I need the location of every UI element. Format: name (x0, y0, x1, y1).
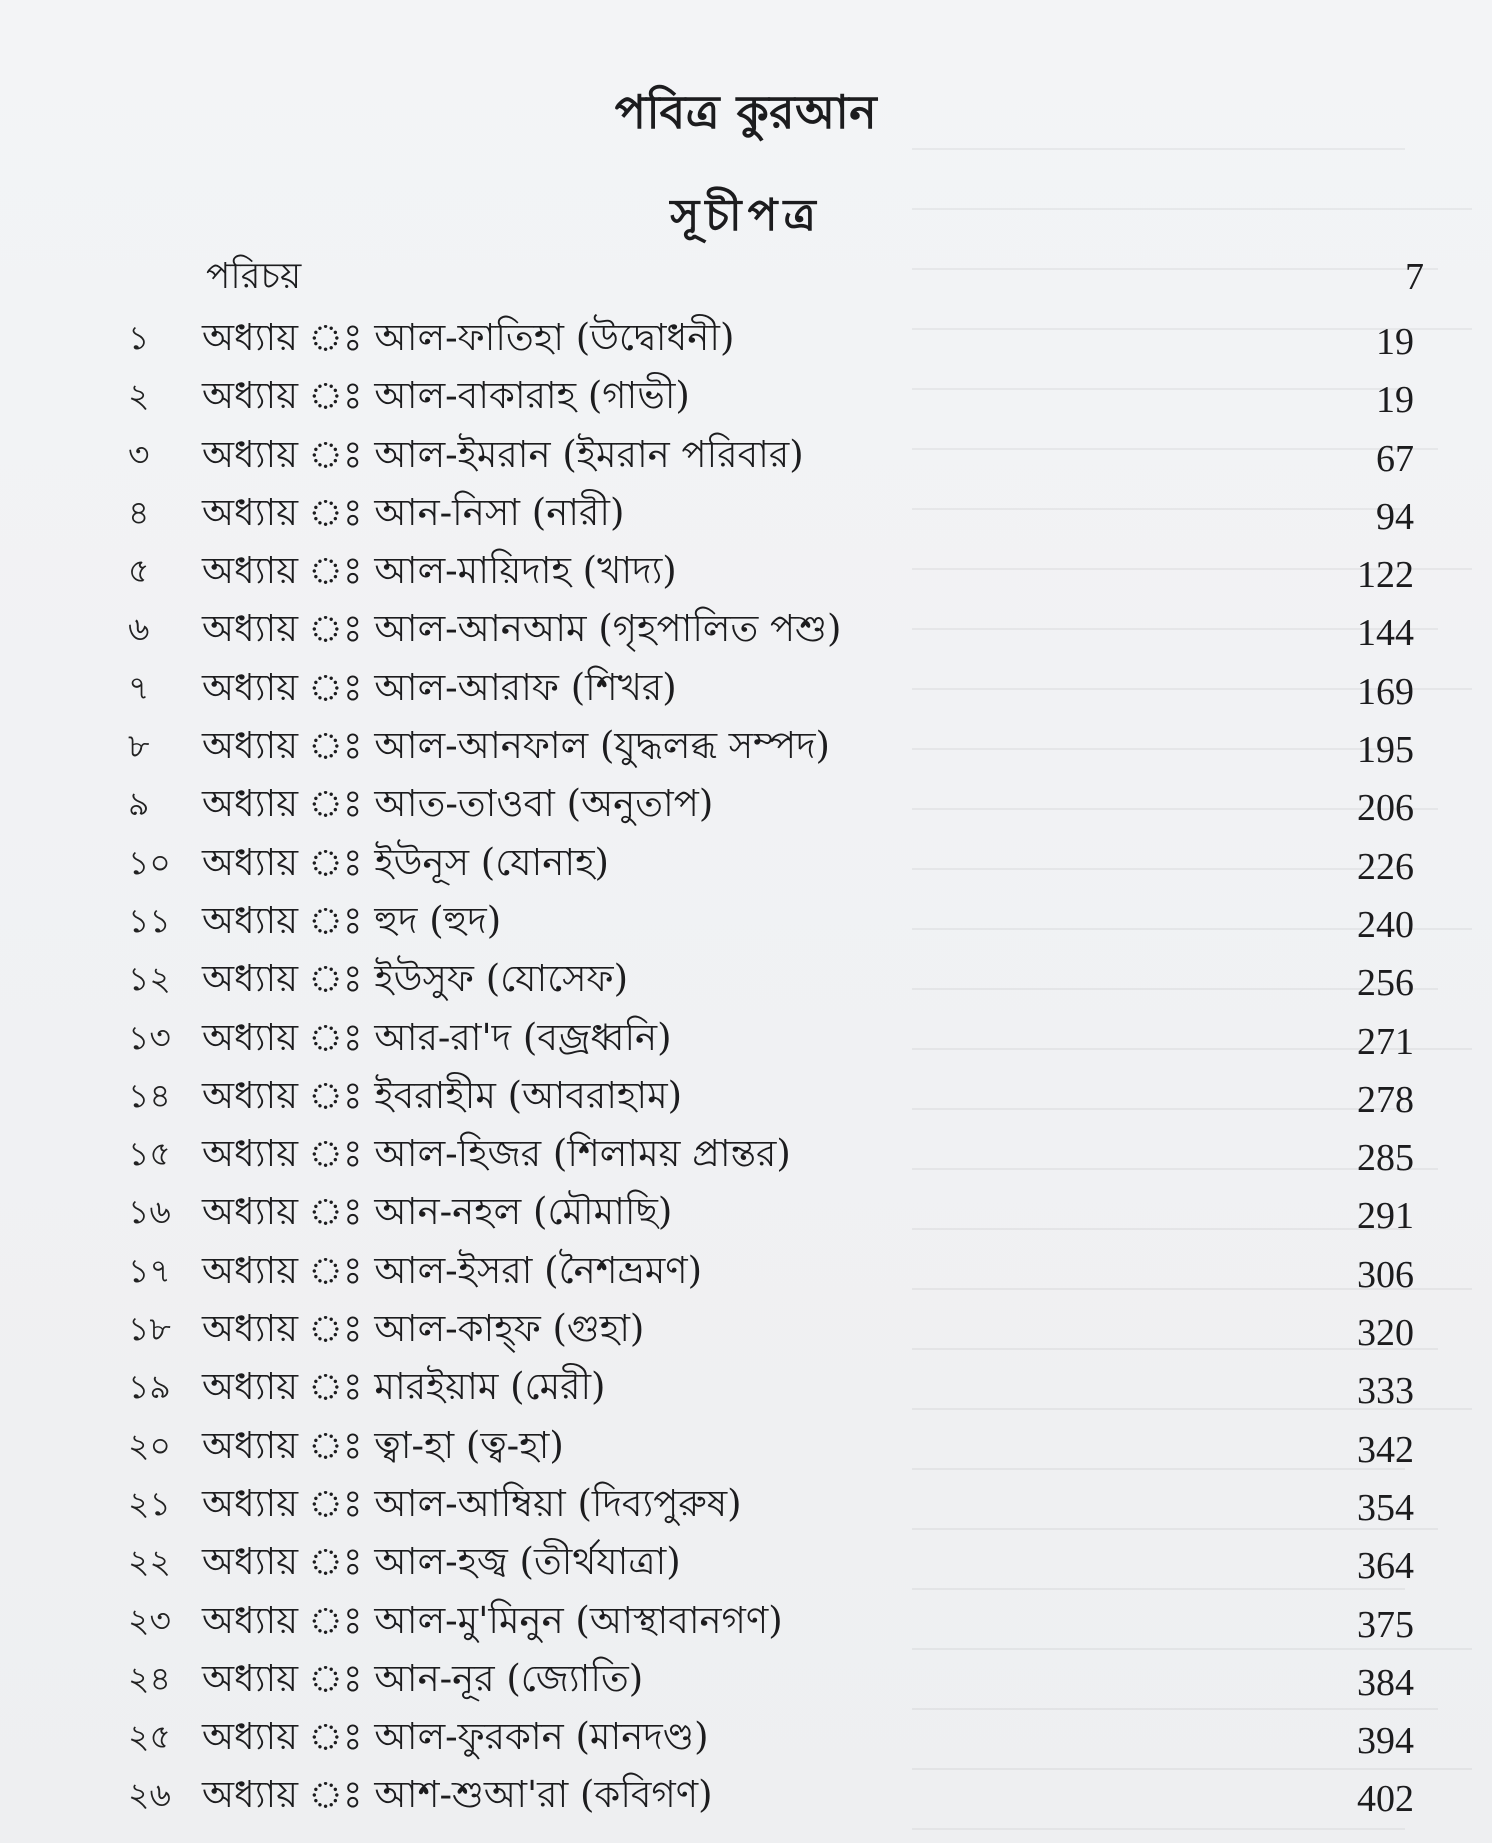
toc-entry[interactable] (0, 1357, 1492, 1415)
toc-entry[interactable] (0, 541, 1492, 599)
page-number: 278 (1357, 1078, 1414, 1121)
chapter-number: ১৩ (128, 1017, 171, 1057)
chapter-number: ২১ (128, 1483, 171, 1523)
chapter-number: ৫ (128, 551, 150, 591)
chapter-title: অধ্যায় ঃ মারইয়াম (মেরী) (202, 1365, 606, 1409)
page-number: 19 (1376, 379, 1414, 422)
toc-entry[interactable] (0, 1008, 1492, 1066)
chapter-title: অধ্যায় ঃ ত্বা-হা (ত্ব-হা) (202, 1423, 564, 1467)
page-number: 291 (1357, 1195, 1414, 1238)
chapter-title: অধ্যায় ঃ আল-আরাফ (শিখর) (202, 665, 677, 709)
chapter-number: ১০ (128, 842, 171, 882)
chapter-title: অধ্যায় ঃ আর-রা'দ (বজ্রধ্বনি) (202, 1015, 672, 1059)
chapter-title: অধ্যায় ঃ আল-কাহ্ফ (গুহা) (202, 1307, 645, 1351)
toc-entry[interactable] (0, 1416, 1492, 1474)
chapter-number: ৮ (128, 726, 150, 766)
page-number: 354 (1357, 1486, 1414, 1529)
page-number: 271 (1357, 1020, 1414, 1063)
chapter-title: অধ্যায় ঃ ইউসুফ (যোসেফ) (202, 957, 629, 1001)
chapter-title: অধ্যায় ঃ আল-হিজর (শিলাময় প্রান্তর) (202, 1132, 791, 1176)
chapter-number: ২০ (128, 1425, 171, 1465)
page-number: 333 (1357, 1370, 1414, 1413)
page-number: 206 (1357, 787, 1414, 830)
page-number: 94 (1376, 495, 1414, 538)
chapter-number: ৬ (128, 609, 150, 649)
page-number: 285 (1357, 1137, 1414, 1180)
page-number: 195 (1357, 729, 1414, 772)
page-number: 256 (1357, 962, 1414, 1005)
toc-entry[interactable] (0, 599, 1492, 657)
toc-entry[interactable] (0, 716, 1492, 774)
chapter-title: অধ্যায় ঃ আল-আম্বিয়া (দিব্যপুরুষ) (202, 1481, 742, 1525)
chapter-title: অধ্যায় ঃ আল-মু'মিনুন (আস্থাবানগণ) (202, 1598, 783, 1642)
chapter-title: অধ্যায় ঃ ইউনূস (যোনাহ) (202, 840, 609, 884)
chapter-title: অধ্যায় ঃ আল-বাকারাহ (গাভী) (202, 374, 690, 418)
chapter-number: ৪ (128, 492, 150, 532)
chapter-title: অধ্যায় ঃ আল-আনআম (গৃহপালিত পশু) (202, 607, 842, 651)
page-number: 19 (1376, 321, 1414, 363)
chapter-number: ১২ (128, 959, 171, 999)
page-number: 320 (1357, 1312, 1414, 1355)
page-number: 226 (1357, 845, 1414, 888)
chapter-title: অধ্যায় ঃ আল-হজ্ব (তীর্থযাত্রা) (202, 1540, 681, 1584)
chapter-title: অধ্যায় ঃ আল-ইসরা (নৈশভ্রমণ) (202, 1248, 703, 1292)
page-number: 67 (1376, 437, 1414, 480)
toc-entry[interactable] (0, 425, 1492, 483)
page-number: 169 (1357, 670, 1414, 713)
page-number: 144 (1357, 612, 1414, 655)
toc-entry[interactable] (0, 1182, 1492, 1240)
toc-entry[interactable] (0, 1066, 1492, 1124)
page-number: 394 (1357, 1720, 1414, 1763)
chapter-number: ৯ (128, 784, 150, 824)
toc-entry[interactable] (0, 366, 1492, 424)
chapter-title: অধ্যায় ঃ আল-ফুরকান (মানদণ্ড) (202, 1715, 709, 1759)
book-title: পবিত্র কুরআন (614, 85, 878, 139)
page-number: 364 (1357, 1545, 1414, 1588)
toc-entry[interactable] (0, 308, 1492, 366)
toc-intro-row[interactable] (0, 245, 1492, 301)
chapter-title: অধ্যায় ঃ আন-নহল (মৌমাছি) (202, 1190, 673, 1234)
chapter-title: অধ্যায় ঃ আল-ইমরান (ইমরান পরিবার) (202, 432, 804, 476)
toc-entry[interactable] (0, 1474, 1492, 1532)
chapter-number: ১১ (128, 900, 171, 940)
page-number: 342 (1357, 1428, 1414, 1471)
toc-entry[interactable] (0, 774, 1492, 832)
page-number: 306 (1357, 1253, 1414, 1296)
toc-entry[interactable] (0, 1765, 1492, 1823)
page-number: 384 (1357, 1661, 1414, 1704)
chapter-number: ১৮ (128, 1309, 171, 1349)
chapter-title: অধ্যায় ঃ ইবরাহীম (আবরাহাম) (202, 1073, 683, 1117)
chapter-title: অধ্যায় ঃ আল-আনফাল (যুদ্ধলব্ধ সম্পদ) (202, 724, 830, 768)
toc-entry[interactable] (0, 833, 1492, 891)
chapter-number: ১৫ (128, 1134, 171, 1174)
toc-intro-page: 7 (1405, 256, 1424, 298)
toc-entry[interactable] (0, 1707, 1492, 1765)
chapter-number: ১৪ (128, 1075, 171, 1115)
toc-entry[interactable] (0, 658, 1492, 716)
chapter-title: অধ্যায় ঃ আন-নিসা (নারী) (202, 490, 625, 534)
chapter-title: অধ্যায় ঃ আত-তাওবা (অনুতাপ) (202, 782, 714, 826)
toc-entry[interactable] (0, 483, 1492, 541)
toc-entry[interactable] (0, 1241, 1492, 1299)
chapter-title: অধ্যায় ঃ আল-মায়িদাহ (খাদ্য) (202, 549, 677, 593)
chapter-number: ২৩ (128, 1600, 171, 1640)
toc-entry[interactable] (0, 1532, 1492, 1590)
chapter-number: ৩ (128, 434, 150, 474)
toc-entry[interactable] (0, 949, 1492, 1007)
chapter-number: ২ (128, 376, 150, 416)
toc-entry[interactable] (0, 1591, 1492, 1649)
page-number: 375 (1357, 1603, 1414, 1646)
toc-entry-list (0, 308, 1492, 1824)
page-number: 402 (1357, 1778, 1414, 1821)
chapter-number: ১৯ (128, 1367, 171, 1407)
chapter-number: ২৫ (128, 1717, 171, 1757)
toc-entry[interactable] (0, 1299, 1492, 1357)
toc-entry[interactable] (0, 1649, 1492, 1707)
toc-entry[interactable] (0, 891, 1492, 949)
chapter-number: ২২ (128, 1542, 171, 1582)
chapter-title: অধ্যায় ঃ আশ-শুআ'রা (কবিগণ) (202, 1773, 713, 1817)
toc-heading: সূচীপত্র (670, 190, 822, 241)
chapter-title: অধ্যায় ঃ আল-ফাতিহা (উদ্বোধনী) (202, 316, 735, 359)
page-number: 240 (1357, 903, 1414, 946)
chapter-number: ১৭ (128, 1250, 171, 1290)
chapter-title: অধ্যায় ঃ আন-নূর (জ্যোতি) (202, 1656, 644, 1700)
chapter-title: অধ্যায় ঃ হুদ (হুদ) (202, 898, 502, 942)
toc-entry[interactable] (0, 1124, 1492, 1182)
chapter-number: ১৬ (128, 1192, 171, 1232)
chapter-number: ৭ (128, 667, 150, 707)
chapter-number: ২৬ (128, 1775, 171, 1815)
chapter-number: ১ (128, 318, 150, 357)
page-number: 122 (1357, 554, 1414, 597)
chapter-number: ২৪ (128, 1658, 171, 1698)
toc-intro-label: পরিচয় (206, 256, 302, 297)
